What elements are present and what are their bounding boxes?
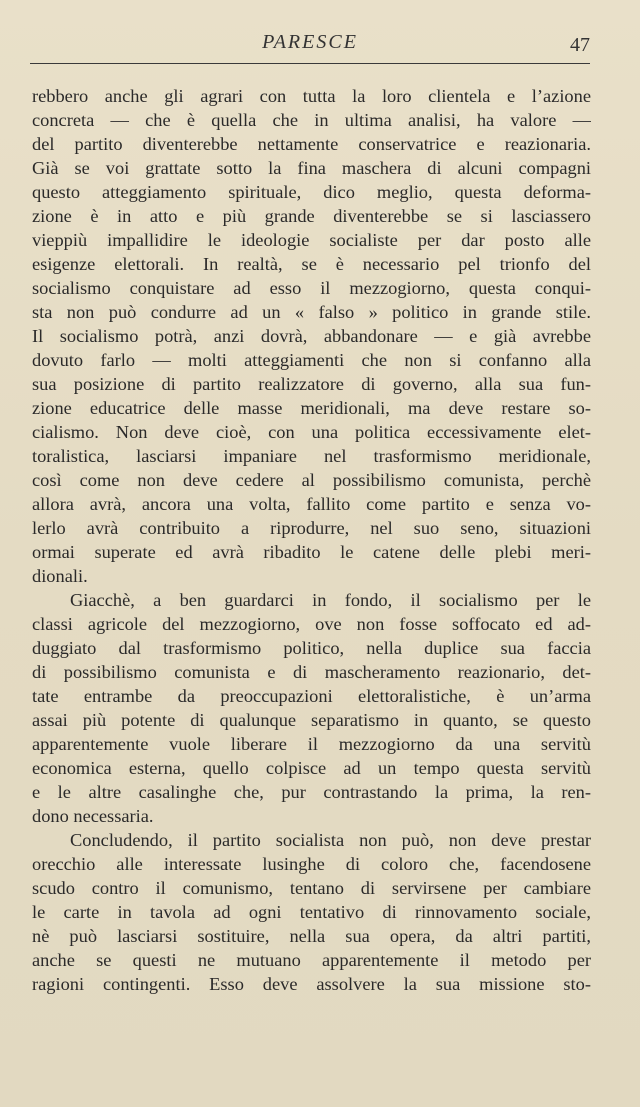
text-line: classi agricole del mezzogiorno, ove non fosse soffocato ed ad- [32,614,591,634]
text-line: zione educatrice delle masse meridionali, ma deve restare so- [32,398,591,418]
text-line: Già se voi grattate sotto la fina maschera di alcuni compagni [32,158,591,178]
text-line: economica esterna, quello colpisce ad un tempo questa servitù [32,758,591,778]
text-line: nè può lasciarsi sostituire, nella sua opera, da altri partiti, [32,926,591,946]
text-line: di possibilismo comunista e di mascheramento reazionario, det- [32,662,591,682]
text-line: dovuto farlo — molti atteggiamenti che non si confanno alla [32,350,591,370]
page-number: 47 [570,34,590,56]
text-line: toralistica, lasciarsi impaniare nel trasformismo meridionale, [32,446,591,466]
text-line: lerlo avrà contribuito a riprodurre, nel suo seno, situazioni [32,518,591,538]
text-line: zione è in atto e più grande diventerebbe se si lasciassero [32,206,591,226]
text-line: socialismo conquistare ad esso il mezzogiorno, questa conqui- [32,278,591,298]
text-line: allora avrà, ancora una volta, fallito come partito e senza vo- [32,494,591,514]
text-line: scudo contro il comunismo, tentano di servirsene per cambiare [32,878,591,898]
text-line: esigenze elettorali. In realtà, se è necessario pel trionfo del [32,254,591,274]
text-line: ormai superate ed avrà ribadito le catene delle plebi meri- [32,542,591,562]
text-line: così come non deve cedere al possibilismo comunista, perchè [32,470,591,490]
text-line: sta non può condurre ad un « falso » politico in grande stile. [32,302,591,322]
text-line: rebbero anche gli agrari con tutta la loro clientela e l’azione [32,86,591,106]
text-line: dono necessaria. [32,806,154,826]
text-line: del partito diventerebbe nettamente conservatrice e reazionaria. [32,134,591,154]
text-line: vieppiù impallidire le ideologie socialiste per dar posto alle [32,230,591,250]
text-line: apparentemente vuole liberare il mezzogiorno da una servitù [32,734,591,754]
text-line: Giacchè, a ben guardarci in fondo, il socialismo per le [70,590,591,610]
text-line: dionali. [32,566,88,586]
text-line: sua posizione di partito realizzatore di governo, alla sua fun- [32,374,591,394]
text-line: assai più potente di qualunque separatismo in quanto, se questo [32,710,591,730]
text-line: orecchio alle interessate lusinghe di coloro che, facendosene [32,854,591,874]
text-line: tate entrambe da preoccupazioni elettoralistiche, è un’arma [32,686,591,706]
text-line: anche se questi ne mutuano apparentemente il metodo per [32,950,591,970]
text-line: le carte in tavola ad ogni tentativo di rinnovamento sociale, [32,902,591,922]
text-line: concreta — che è quella che in ultima analisi, ha valore — [32,110,591,130]
running-head: PARESCE [262,31,358,53]
paragraph [32,828,591,996]
page-header [30,28,590,62]
paragraph [32,588,591,828]
text-line: cialismo. Non deve cioè, con una politica eccessivamente elet- [32,422,591,442]
text-line: e le altre casalinghe che, pur contrastando la prima, la ren- [32,782,591,802]
text-line: duggiato dal trasformismo politico, nella duplice sua faccia [32,638,591,658]
header-rule [30,63,590,64]
paragraph [32,84,591,588]
text-line: questo atteggiamento spirituale, dico meglio, questa deforma- [32,182,591,202]
text-line: ragioni contingenti. Esso deve assolvere la sua missione sto- [32,974,591,994]
text-line: Il socialismo potrà, anzi dovrà, abbandonare — e già avrebbe [32,326,591,346]
text-line: Concludendo, il partito socialista non può, non deve prestar [70,830,591,850]
body-text [32,84,591,996]
